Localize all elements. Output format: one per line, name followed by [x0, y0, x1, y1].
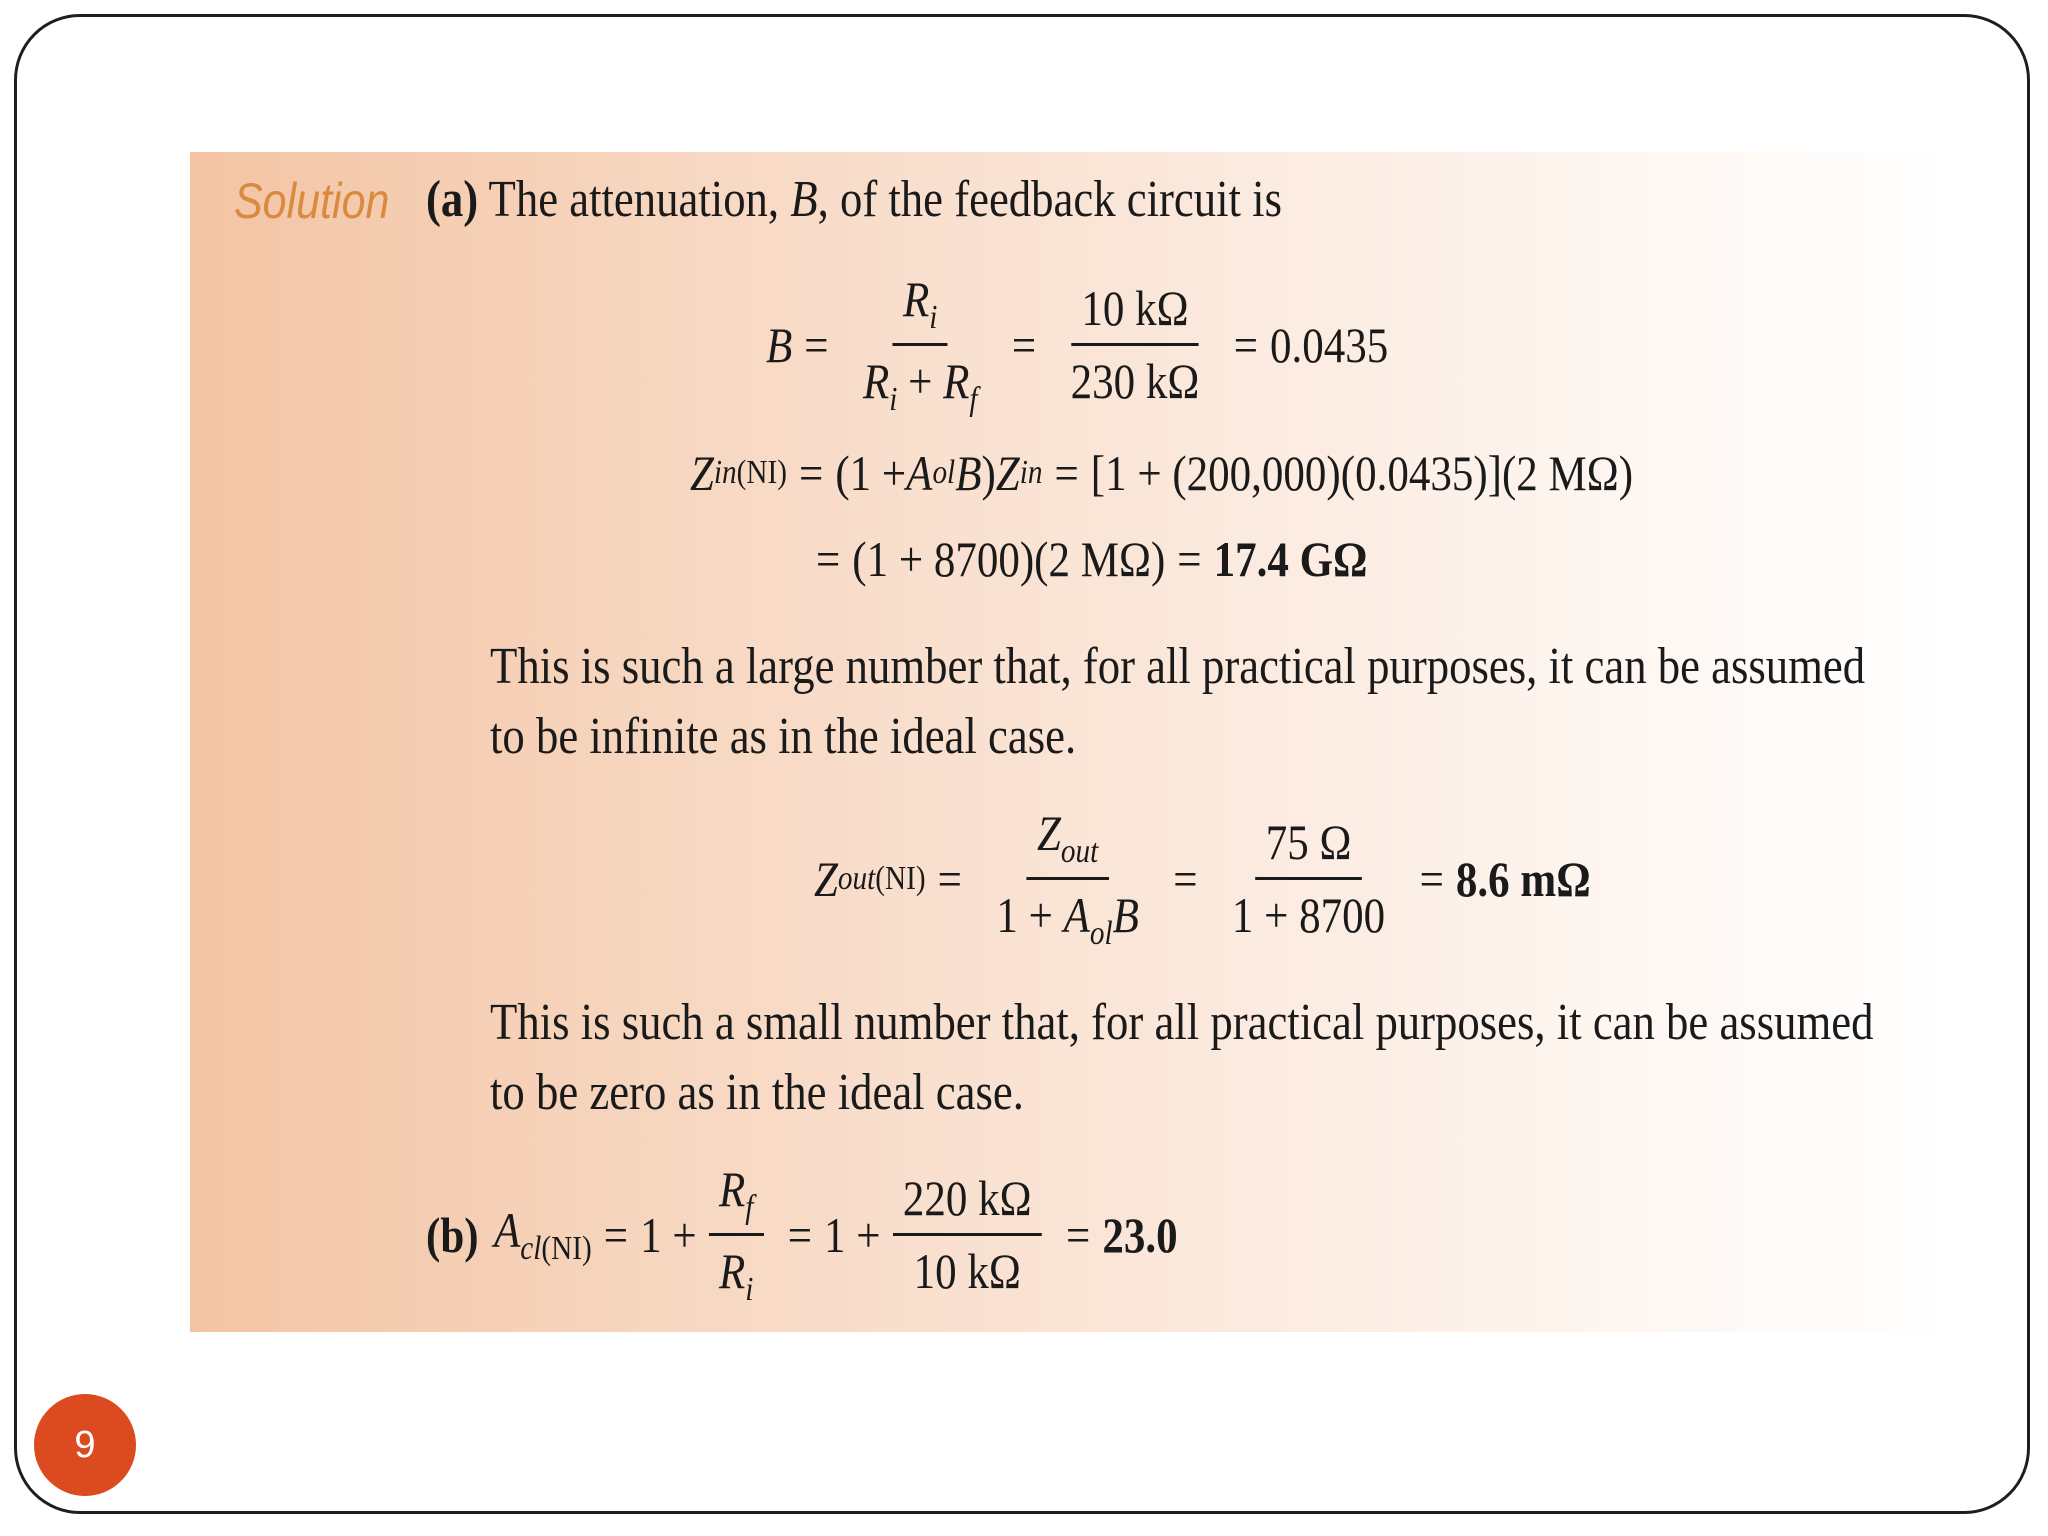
part-b-label: (b) — [426, 1206, 479, 1263]
fraction-10k-over-230k: $\frac{10 k\Omega}{230 k\Omega}$ — [1070, 280, 1200, 409]
equation-input-impedance-result: = (1 + 8700)(2 MΩ) = 17.4 GΩ — [816, 531, 1368, 587]
fraction-220k-over-10k: $\frac{220 k\Omega}{10 k\Omega}$ — [893, 1169, 1042, 1300]
part-a-intro-after: , of the feedback circuit is — [817, 171, 1282, 228]
fraction-ri-over-sum: $\frac{R_i}{R_i + R_f}$ — [862, 271, 978, 418]
fraction-rf-over-ri: $\frac{R_f}{R_i}$ — [709, 1160, 764, 1309]
equation-input-impedance: Z in(NI) = (1 + A ol B ) Z in = [1 + (200,000)(0.0435)](2 MΩ) — [690, 445, 1634, 501]
fraction-zout: $\frac{Z_{out}}{1 + A_{ol}B}$ — [996, 805, 1139, 952]
eq-b-lhs: B — [766, 316, 793, 373]
solution-label: Solution — [234, 173, 390, 229]
eq-b-result: 0.0435 — [1269, 316, 1389, 373]
fraction-75-over-8701: $\frac{75 \Omega}{1 + 8700}$ — [1231, 814, 1386, 943]
part-a-intro — [426, 170, 1282, 229]
eq-zin-result: 17.4 GΩ — [1213, 531, 1368, 587]
equation-closed-loop-gain: (b) $A_{cl(NI)}$ = 1 + $\frac{R_f}{R_i}$ = 1 + $\frac{220 k\Omega}{10 k\Omega}$ = 23.0 — [426, 1161, 1178, 1308]
part-a-intro-before: The attenuation, — [488, 171, 780, 228]
paragraph-large-number: This is such a large number that, for all practical purposes, it can be assumed to be infinite as in the ideal case. — [490, 638, 1866, 765]
part-b-result: 23.0 — [1102, 1206, 1178, 1263]
paragraph-small-number: This is such a small number that, for all practical purposes, it can be assumed to be zero as in the ideal case. — [490, 994, 1874, 1121]
solution-panel — [190, 152, 1952, 1332]
eq-zout-result: 8.6 mΩ — [1455, 850, 1591, 907]
equation-output-impedance: Z out(NI) = $\frac{Z_{out}}{1 + A_{ol}B}$ = $\frac{75 \Omega}{1 + 8700}$ = 8.6 mΩ — [814, 805, 1591, 952]
eq-zin-rhs: [1 + (200,000)(0.0435)](2 MΩ) — [1090, 445, 1634, 501]
equation-attenuation: B = $\frac{R_i}{R_i + R_f}$ = $\frac{10 k\Omega}{230 k\Omega}$ = 0.0435 — [766, 271, 1389, 418]
slide-number-badge: 9 — [34, 1394, 136, 1496]
part-a-intro-symbol: B — [790, 171, 818, 228]
part-a-label: (a) — [426, 171, 479, 228]
